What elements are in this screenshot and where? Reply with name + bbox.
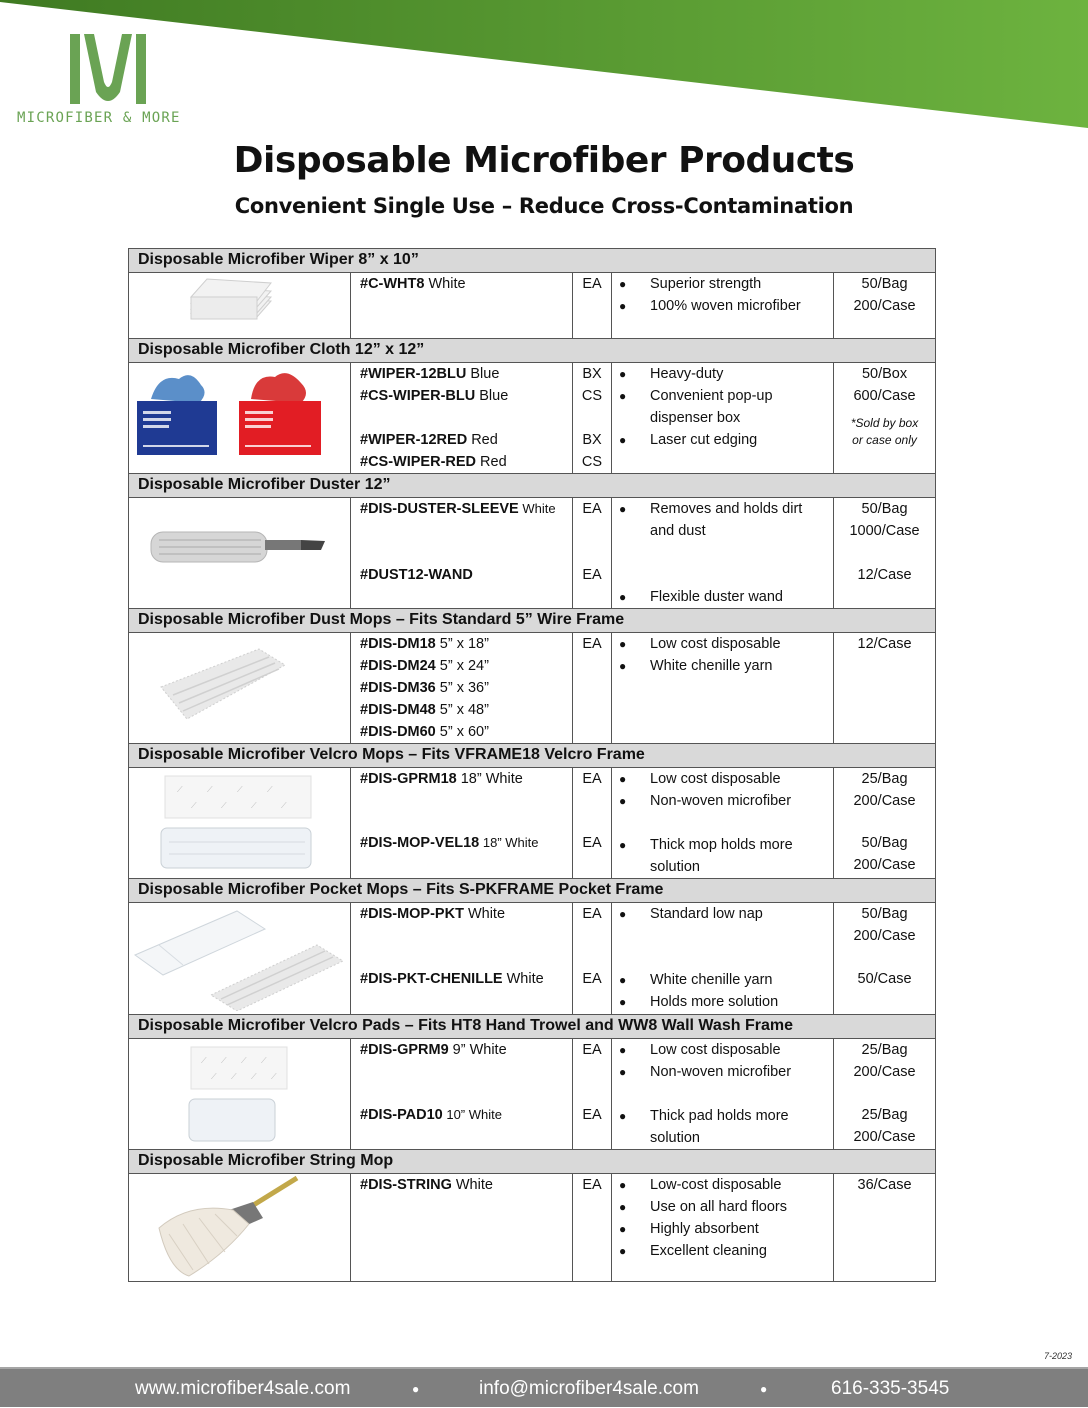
product-row — [129, 363, 936, 474]
pack-cell — [834, 768, 936, 879]
sku-code: #DIS-MOP-PKT — [360, 906, 464, 922]
company-logo — [14, 34, 204, 130]
svg-text:⟋: ⟋ — [221, 801, 227, 810]
product-row — [129, 273, 936, 339]
sku-desc: 5” x 60” — [435, 724, 489, 740]
feature: Use on all hard floors — [650, 1199, 788, 1215]
svg-text:⟋: ⟋ — [177, 785, 183, 794]
pack-qty: 200/Case — [853, 857, 916, 873]
product-image-cell — [129, 1174, 351, 1282]
section-header — [129, 249, 936, 273]
bullet-icon: ● — [619, 995, 627, 1009]
feature: Standard low nap — [650, 906, 763, 922]
sku-code: #C-WHT8 — [360, 276, 425, 292]
pack-qty: 1000/Case — [849, 523, 920, 539]
product-image-cell — [129, 1039, 351, 1150]
pack-cell — [834, 1174, 936, 1282]
bullet-icon: ● — [619, 1244, 627, 1258]
sku-desc: White — [518, 501, 556, 516]
bullet-icon: ● — [619, 659, 627, 673]
unit: EA — [582, 1042, 602, 1058]
bullet-icon: ● — [619, 838, 627, 852]
features-cell — [612, 1039, 834, 1150]
sold-by-note: or case only — [852, 433, 917, 447]
unit: EA — [582, 771, 602, 787]
sku-code: #DIS-DM48 — [360, 702, 436, 718]
unit: EA — [582, 1107, 602, 1123]
pack-qty: 25/Bag — [861, 1107, 908, 1123]
sku-code: #DIS-PAD10 — [360, 1107, 443, 1123]
features-cell — [612, 768, 834, 879]
feature-continued: solution — [650, 1130, 700, 1146]
product-image-cell — [129, 273, 351, 339]
feature: Laser cut edging — [650, 432, 758, 448]
unit-cell — [573, 903, 612, 1015]
sku-cell — [351, 903, 573, 1015]
svg-text:⟋: ⟋ — [207, 785, 213, 794]
sku-desc: 9” White — [448, 1042, 507, 1058]
duster-sleeve-on-wand-image — [129, 498, 349, 604]
email-link[interactable]: info@microfiber4sale.com — [479, 1378, 699, 1399]
svg-text:⟋: ⟋ — [191, 801, 197, 810]
page-title: Disposable Microfiber Products — [233, 140, 855, 181]
bullet-icon: ● — [619, 1065, 627, 1079]
feature: Removes and holds dirt — [650, 501, 803, 517]
pack-qty: 600/Case — [853, 388, 916, 404]
features-cell — [612, 903, 834, 1015]
pack-qty: 50/Case — [857, 971, 912, 987]
unit: CS — [581, 454, 603, 470]
bullet-icon: ● — [619, 772, 627, 786]
sku-desc: 18” White — [479, 835, 539, 850]
svg-text:⟋: ⟋ — [251, 1072, 257, 1081]
feature: Thick mop holds more — [650, 837, 793, 853]
separator-dot-icon: ● — [412, 1382, 420, 1396]
sku-desc: 10” White — [442, 1107, 502, 1122]
bullet-icon: ● — [619, 590, 627, 604]
unit: EA — [582, 567, 602, 583]
page-subtitle: Convenient Single Use – Reduce Cross-Contamination — [234, 194, 854, 218]
section-title: Disposable Microfiber Velcro Pads – Fits HT8 Hand Trowel and WW8 Wall Wash Frame — [129, 1015, 936, 1039]
sku-cell — [351, 273, 573, 339]
sku-cell — [351, 363, 573, 474]
svg-text:⟋: ⟋ — [221, 1056, 227, 1065]
blue-and-red-cloth-boxes-image — [129, 363, 349, 469]
feature: White chenille yarn — [650, 972, 773, 988]
bullet-icon: ● — [619, 299, 627, 313]
sku-code: #DIS-DM60 — [360, 724, 436, 740]
section-title: Disposable Microfiber Wiper 8” x 10” — [129, 249, 936, 273]
velcro-mop-pads-image — [129, 768, 349, 874]
product-row — [129, 903, 936, 1015]
sold-by-note: *Sold by box — [850, 416, 919, 430]
sku-cell — [351, 633, 573, 744]
section-title: Disposable Microfiber Velcro Mops – Fits VFRAME18 Velcro Frame — [129, 744, 936, 768]
pack-qty: 25/Bag — [861, 1042, 908, 1058]
sku-code: #DIS-DM24 — [360, 658, 436, 674]
sku-desc: White — [424, 276, 466, 292]
sku-code: #DIS-GPRM9 — [360, 1042, 449, 1058]
pack-qty: 200/Case — [853, 1129, 916, 1145]
sku-code: #CS-WIPER-BLU — [360, 388, 476, 404]
bullet-icon: ● — [619, 794, 627, 808]
feature: Holds more solution — [650, 994, 779, 1010]
product-row — [129, 768, 936, 879]
sku-code: #DIS-STRING — [360, 1177, 452, 1193]
sku-code: #DIS-DUSTER-SLEEVE — [360, 501, 519, 517]
sku-desc: 5” x 48” — [435, 702, 489, 718]
velcro-pads-image — [129, 1039, 349, 1145]
bullet-icon: ● — [619, 907, 627, 921]
feature: Highly absorbent — [650, 1221, 759, 1237]
section-title: Disposable Microfiber Cloth 12” x 12” — [129, 339, 936, 363]
sku-code: #DIS-DM18 — [360, 636, 436, 652]
svg-text:⟋: ⟋ — [237, 785, 243, 794]
section-header — [129, 339, 936, 363]
bullet-icon: ● — [619, 389, 627, 403]
sku-desc: 18” White — [456, 771, 523, 787]
sku-code: #DUST12-WAND — [360, 567, 473, 583]
section-title: Disposable Microfiber Pocket Mops – Fits S-PKFRAME Pocket Frame — [129, 879, 936, 903]
bullet-icon: ● — [619, 1222, 627, 1236]
unit-cell — [573, 273, 612, 339]
sku-cell — [351, 1174, 573, 1282]
feature: Low cost disposable — [650, 771, 781, 787]
feature: Low cost disposable — [650, 1042, 781, 1058]
white-chenille-dust-mop-image — [129, 633, 349, 739]
features-cell — [612, 498, 834, 609]
pack-qty: 36/Case — [857, 1177, 912, 1193]
bullet-icon: ● — [619, 637, 627, 651]
section-header — [129, 609, 936, 633]
svg-text:⟋: ⟋ — [271, 1072, 277, 1081]
svg-text:⟋: ⟋ — [231, 1072, 237, 1081]
feature: Low cost disposable — [650, 636, 781, 652]
feature: Heavy-duty — [650, 366, 724, 382]
sku-code: #DIS-GPRM18 — [360, 771, 457, 787]
sku-desc: White — [451, 1177, 493, 1193]
features-cell — [612, 633, 834, 744]
logo-m-icon — [70, 34, 146, 104]
unit: EA — [582, 501, 602, 517]
pack-qty: 50/Bag — [861, 835, 908, 851]
website-link[interactable]: www.microfiber4sale.com — [135, 1378, 351, 1399]
product-image-cell — [129, 903, 351, 1015]
section-header — [129, 744, 936, 768]
unit: EA — [582, 1177, 602, 1193]
separator-dot-icon: ● — [760, 1382, 768, 1396]
bullet-icon: ● — [619, 367, 627, 381]
string-mop-image — [129, 1174, 349, 1278]
sku-cell — [351, 768, 573, 879]
pack-qty: 200/Case — [853, 298, 916, 314]
product-row — [129, 1039, 936, 1150]
feature-continued: dispenser box — [650, 410, 741, 426]
sku-code: #DIS-PKT-CHENILLE — [360, 971, 503, 987]
pack-cell — [834, 633, 936, 744]
pack-qty: 50/Box — [861, 366, 908, 382]
pack-qty: 25/Bag — [861, 771, 908, 787]
pack-qty: 12/Case — [857, 636, 912, 652]
sku-desc: Red — [476, 454, 507, 470]
pack-qty: 50/Bag — [861, 906, 908, 922]
sku-code: #WIPER-12BLU — [360, 366, 467, 382]
bullet-icon: ● — [619, 1043, 627, 1057]
bullet-icon: ● — [619, 1200, 627, 1214]
section-header — [129, 474, 936, 498]
feature: Convenient pop-up — [650, 388, 773, 404]
feature: 100% woven microfiber — [650, 298, 801, 314]
phone-number[interactable]: 616-335-3545 — [831, 1378, 950, 1399]
sku-desc: 5” x 36” — [435, 680, 489, 696]
bullet-icon: ● — [619, 1109, 627, 1123]
section-header — [129, 1015, 936, 1039]
sku-desc: 5” x 18” — [435, 636, 489, 652]
unit: CS — [581, 388, 603, 404]
unit: EA — [582, 971, 602, 987]
product-row — [129, 633, 936, 744]
product-image-cell — [129, 768, 351, 879]
unit-cell — [573, 1174, 612, 1282]
feature: Low-cost disposable — [650, 1177, 782, 1193]
brand-name: MICROFIBER & MORE — [17, 110, 181, 126]
unit-cell — [573, 363, 612, 474]
pack-cell — [834, 903, 936, 1015]
pack-qty: 50/Bag — [861, 276, 908, 292]
unit: EA — [582, 835, 602, 851]
pack-qty: 200/Case — [853, 1064, 916, 1080]
pack-qty: 50/Bag — [861, 501, 908, 517]
svg-text:⟋: ⟋ — [267, 785, 273, 794]
unit: EA — [582, 636, 602, 652]
features-cell — [612, 363, 834, 474]
pack-cell — [834, 1039, 936, 1150]
feature-continued: solution — [650, 859, 700, 875]
unit-cell — [573, 633, 612, 744]
product-table — [128, 248, 936, 1282]
feature: Non-woven microfiber — [650, 793, 792, 809]
product-row — [129, 498, 936, 609]
pack-qty: 12/Case — [857, 567, 912, 583]
sku-desc: Red — [467, 432, 498, 448]
section-header — [129, 1150, 936, 1174]
revision-date: 7-2023 — [1043, 1351, 1072, 1361]
svg-text:⟋: ⟋ — [281, 801, 287, 810]
unit: EA — [582, 906, 602, 922]
section-title: Disposable Microfiber Duster 12” — [129, 474, 936, 498]
sku-desc: White — [502, 971, 544, 987]
svg-text:⟋: ⟋ — [261, 1056, 267, 1065]
contact-footer — [0, 1367, 1088, 1407]
sku-cell — [351, 498, 573, 609]
svg-text:⟋: ⟋ — [241, 1056, 247, 1065]
bullet-icon: ● — [619, 277, 627, 291]
product-image-cell — [129, 363, 351, 474]
sku-code: #CS-WIPER-RED — [360, 454, 477, 470]
unit-cell — [573, 1039, 612, 1150]
feature: Superior strength — [650, 276, 762, 292]
svg-text:⟋: ⟋ — [251, 801, 257, 810]
feature: White chenille yarn — [650, 658, 773, 674]
svg-text:⟋: ⟋ — [201, 1056, 207, 1065]
feature: Non-woven microfiber — [650, 1064, 792, 1080]
unit-cell — [573, 768, 612, 879]
sku-code: #DIS-MOP-VEL18 — [360, 835, 480, 851]
pack-qty: 200/Case — [853, 793, 916, 809]
product-row — [129, 1174, 936, 1282]
bullet-icon: ● — [619, 1178, 627, 1192]
feature: Excellent cleaning — [650, 1243, 767, 1259]
pocket-mops-image — [129, 903, 349, 1011]
pack-cell — [834, 273, 936, 339]
sku-desc: White — [463, 906, 506, 922]
unit: EA — [582, 276, 602, 292]
feature-continued: and dust — [650, 523, 706, 539]
section-title: Disposable Microfiber String Mop — [129, 1150, 936, 1174]
features-cell — [612, 1174, 834, 1282]
stacked-white-wipers-image — [129, 273, 349, 337]
bullet-icon: ● — [619, 973, 627, 987]
pack-cell — [834, 498, 936, 609]
product-image-cell — [129, 498, 351, 609]
pack-cell — [834, 363, 936, 474]
feature: Thick pad holds more — [650, 1108, 789, 1124]
unit: BX — [582, 366, 602, 382]
bullet-icon: ● — [619, 433, 627, 447]
sku-code: #WIPER-12RED — [360, 432, 468, 448]
unit: BX — [582, 432, 602, 448]
svg-text:⟋: ⟋ — [211, 1072, 217, 1081]
section-header — [129, 879, 936, 903]
feature: Flexible duster wand — [650, 589, 783, 605]
sku-desc: 5” x 24” — [435, 658, 489, 674]
sku-desc: Blue — [475, 388, 509, 404]
bullet-icon: ● — [619, 502, 627, 516]
features-cell — [612, 273, 834, 339]
sku-code: #DIS-DM36 — [360, 680, 436, 696]
product-image-cell — [129, 633, 351, 744]
sku-desc: Blue — [466, 366, 500, 382]
section-title: Disposable Microfiber Dust Mops – Fits Standard 5” Wire Frame — [129, 609, 936, 633]
unit-cell — [573, 498, 612, 609]
sku-cell — [351, 1039, 573, 1150]
pack-qty: 200/Case — [853, 928, 916, 944]
